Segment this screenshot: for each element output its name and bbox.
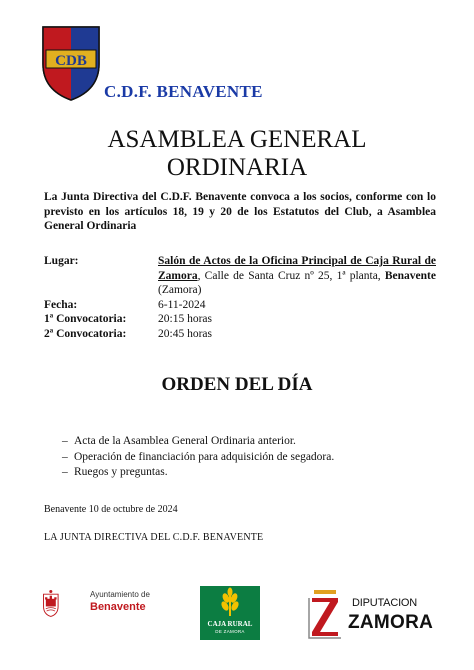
diputacion-region: ZAMORA (348, 612, 434, 633)
detail-row-lugar (44, 254, 436, 298)
diputacion-label: DIPUTACION (352, 597, 418, 609)
detail-value-primera: 20:15 horas (158, 313, 212, 326)
diputacion-logo (306, 588, 344, 640)
venue-town: Benavente (384, 269, 436, 282)
venue-address: , Calle de Santa Cruz nº 25, 1ª planta, (197, 269, 385, 282)
wheat-icon (200, 586, 260, 620)
agenda-item: – Ruegos y preguntas. (62, 465, 334, 481)
detail-value-fecha: 6-11-2024 (158, 298, 206, 311)
ayuntamiento-town: Benavente (90, 601, 146, 613)
meeting-details (44, 254, 436, 342)
detail-label-lugar: Lugar: (44, 255, 79, 267)
page-title (0, 126, 474, 182)
venue-province: (Zamora) (158, 284, 202, 297)
detail-row-primera (44, 312, 436, 327)
intro-paragraph: La Junta Directiva del C.D.F. Benavente convoca a los socios, conforme con lo previsto en los artículos 18, 19 y 20 de los Estatutos del Club, a Asamblea General Ordinaria (44, 191, 436, 233)
detail-value-lugar (158, 254, 436, 298)
agenda-item: – Acta de la Asamblea General Ordinaria anterior. (62, 434, 334, 450)
detail-row-fecha (44, 298, 436, 313)
caja-rural-name: CAJA RURAL (207, 620, 253, 628)
agenda-item: – Operación de financiación para adquisición de segadora. (62, 450, 334, 466)
signature: LA JUNTA DIRECTIVA DEL C.D.F. BENAVENTE (44, 532, 264, 543)
detail-label-fecha: Fecha: (44, 298, 78, 311)
detail-label-segunda: 2ª Convocatoria: (44, 327, 127, 340)
agenda-list (62, 434, 334, 481)
date-line: Benavente 10 de octubre de 2024 (44, 504, 178, 515)
title-line-1: ASAMBLEA GENERAL (107, 126, 367, 153)
ayuntamiento-logo (42, 566, 88, 640)
ayuntamiento-label: Ayuntamiento de (90, 590, 150, 599)
detail-row-segunda (44, 327, 436, 342)
agenda-title: ORDEN DEL DÍA (161, 374, 313, 395)
title-line-2: ORDINARIA (166, 154, 308, 181)
crest-monogram: CDB (55, 53, 87, 69)
club-crest-logo (40, 24, 102, 102)
detail-value-segunda: 20:45 horas (158, 327, 212, 340)
club-name: C.D.F. BENAVENTE (104, 82, 263, 101)
venue-name: Salón de Actos de la Oficina Principal de Caja Rural de Zamora (158, 255, 436, 282)
caja-rural-region: DE ZAMORA (215, 629, 245, 634)
detail-label-primera: 1ª Convocatoria: (44, 313, 127, 326)
